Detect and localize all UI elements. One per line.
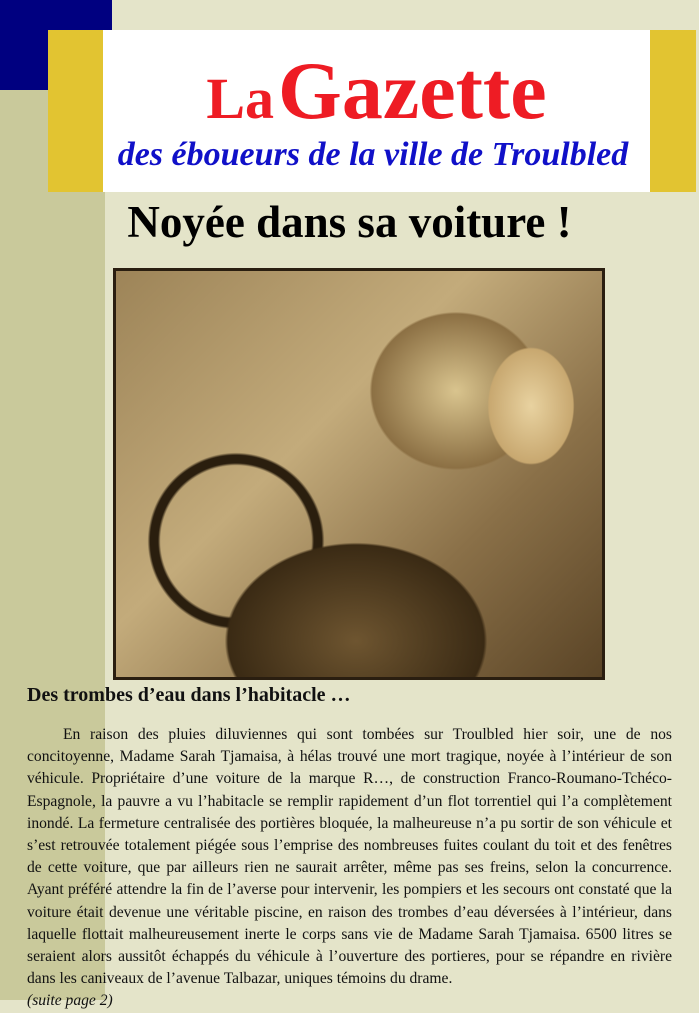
article-headline: Noyée dans sa voiture ! bbox=[127, 197, 572, 247]
masthead-title bbox=[103, 44, 650, 138]
masthead-title-gazette: Gazette bbox=[278, 45, 547, 136]
masthead-title-la: La bbox=[206, 66, 275, 131]
article-paragraph: En raison des pluies diluviennes qui sont tombées sur Troulbled hier soir, une de nos concitoyenne, Madame Sarah Tjamaisa, à hélas trouvé une mort tragique, noyée à l’intérieur de son véhicule. Propriétaire d’une voiture de la marque R…, de construction Franco-Roumano-Tchéco-Espagnole, la pauvre a vu l’habitacle se remplir rapidement d’un flot torrentiel qui l’a complètement inondé. La fermeture centralisée des portières bloquée, la malheureuse n’a pu sortir de son véhicule et s’est retrouvée totalement piégée sous l’emprise des nombreuses fuites coulant du toit et des fenêtres de cette voiture, que par ailleurs rien ne saurait arrêter, même pas ses freins, selon la concurrence. Ayant préféré attendre la fin de l’averse pour intervenir, les pompiers et les secours ont constaté que la voiture était devenue une véritable piscine, en raison des trombes d’eau déversées à l’intérieur, dans laquelle flottait malheureusement inerte le corps sans vie de Madame Sarah Tjamaisa. 6500 litres se seraient alors aussitôt échappés du véhicule à l’ouverture des portieres, pour se répandre en rivière dans les caniveaux de l’avenue Talbazar, uniques témoins du drame. bbox=[27, 726, 672, 988]
article-body bbox=[27, 724, 672, 1013]
continuation-note: (suite page 2) bbox=[27, 992, 113, 1010]
article-subheading: Des trombes d’eau dans l’habitacle … bbox=[27, 684, 351, 706]
masthead-subtitle: des éboueurs de la ville de Troulbled bbox=[117, 136, 629, 173]
article-photo bbox=[113, 268, 605, 680]
